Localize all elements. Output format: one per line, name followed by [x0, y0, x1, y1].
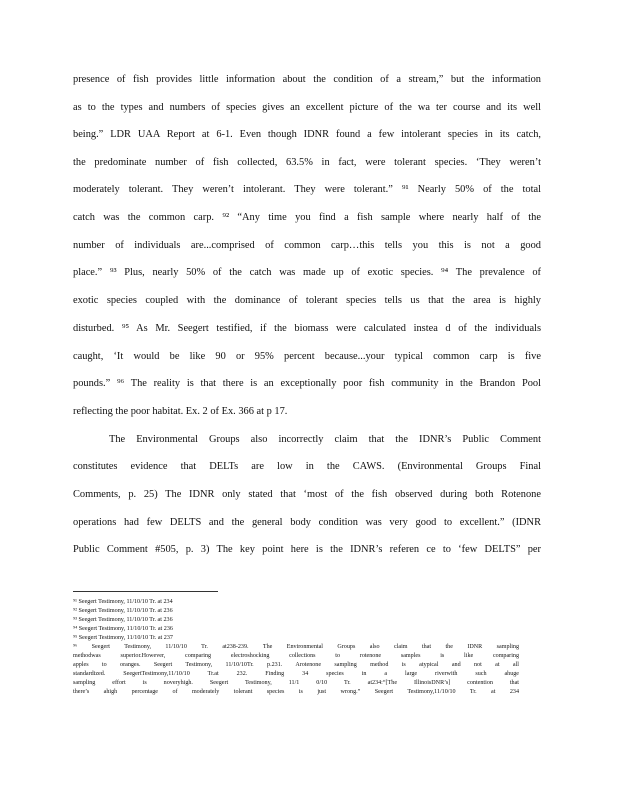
body-text-line: number of individuals are...comprised of common carp…this tells you this is not a good [73, 240, 541, 251]
body-text-line: being.” LDR UAA Report at 6-1. Even though IDNR found a few intolerant species in its catch, [73, 129, 541, 140]
body-text-line: disturbed. ⁹⁵ As Mr. Seegert testified, if the biomass were calculated instea d of the individuals [73, 323, 541, 334]
body-text-line: as to the types and numbers of species gives an excellent picture of the wa ter course and its well [73, 102, 541, 113]
body-text-line: pounds.” ⁹⁶ The reality is that there is an exceptionally poor fish community in the Brandon Pool [73, 378, 541, 389]
body-text-line: presence of fish provides little information about the condition of a stream,” but the information [73, 74, 541, 85]
body-text-line: moderately tolerant. They weren’t intolerant. They were tolerant.” ⁹¹ Nearly 50% of the total [73, 184, 541, 195]
footnote-divider [73, 591, 218, 592]
body-text-line: Comments, p. 25) The IDNR only stated that ‘most of the fish observed during both Rotenone [73, 489, 541, 500]
footnote-line: ⁹³ Seegert Testimony, 11/10/10 Tr. at 236 [73, 617, 173, 623]
footnote-line: methodwas superior.However, comparing electroshocking collections to rotenone samples is like comparing [73, 653, 519, 659]
footnote-line: ⁹⁶ Seegert Testimony, 11/10/10 Tr. at238-239. The Environmental Groups also claim that the IDNR sampling [73, 644, 519, 650]
footnote-line: ⁹⁵ Seegert Testimony, 11/10/10 Tr. at 237 [73, 635, 173, 641]
footnote-line: ⁹⁴ Seegert Testimony, 11/10/10 Tr. at 236 [73, 626, 173, 632]
body-text-line: catch was the common carp. ⁹² “Any time you find a fish sample where nearly half of the [73, 212, 541, 223]
footnote-line: there’s ahigh percentage of moderately tolerant species is just wrong.” Seegert Testimony,11/10/10 Tr. at 234 [73, 689, 519, 695]
body-text-line: caught, ‘It would be like 90 or 95% percent because...your typical common carp is five [73, 351, 541, 362]
body-text-line: the predominate number of fish collected, 63.5% in fact, were tolerant species. ‘They weren’t [73, 157, 541, 168]
footnote-line: ⁹¹ Seegert Testimony, 11/10/10 Tr. at 234 [73, 599, 173, 605]
body-text-line: place.” ⁹³ Plus, nearly 50% of the catch was made up of exotic species. ⁹⁴ The prevalence of [73, 267, 541, 278]
body-text-line: operations had few DELTS and the general body condition was very good to excellent.” (IDNR [73, 517, 541, 528]
footnote-line: apples to oranges. Seegert Testimony, 11/10/10Tr. p.231. Arotenone sampling method is atypical and not at all [73, 662, 519, 668]
body-text-line: constitutes evidence that DELTs are low in the CAWS. (Environmental Groups Final [73, 461, 541, 472]
body-text-line: reflecting the poor habitat. Ex. 2 of Ex. 366 at p 17. [73, 406, 288, 417]
body-text-line: exotic species coupled with the dominance of tolerant species tells us that the area is highly [73, 295, 541, 306]
footnote-line: sampling effort is noveryhigh. Seegert Testimony, 11/1 0/10 Tr. at234:“[The IllinoisDNR’s] contention that [73, 680, 519, 686]
body-text-line: Public Comment #505, p. 3) The key point here is the IDNR’s referen ce to ‘few DELTS” per [73, 544, 541, 555]
footnote-line: standardized. SeegertTestimony,11/10/10 Tr.at 232. Finding 34 species in a large riverwith such ahuge [73, 671, 519, 677]
paragraph-first-line: The Environmental Groups also incorrectly claim that the IDNR’s Public Comment [109, 434, 541, 445]
footnote-line: ⁹² Seegert Testimony, 11/10/10 Tr. at 236 [73, 608, 173, 614]
